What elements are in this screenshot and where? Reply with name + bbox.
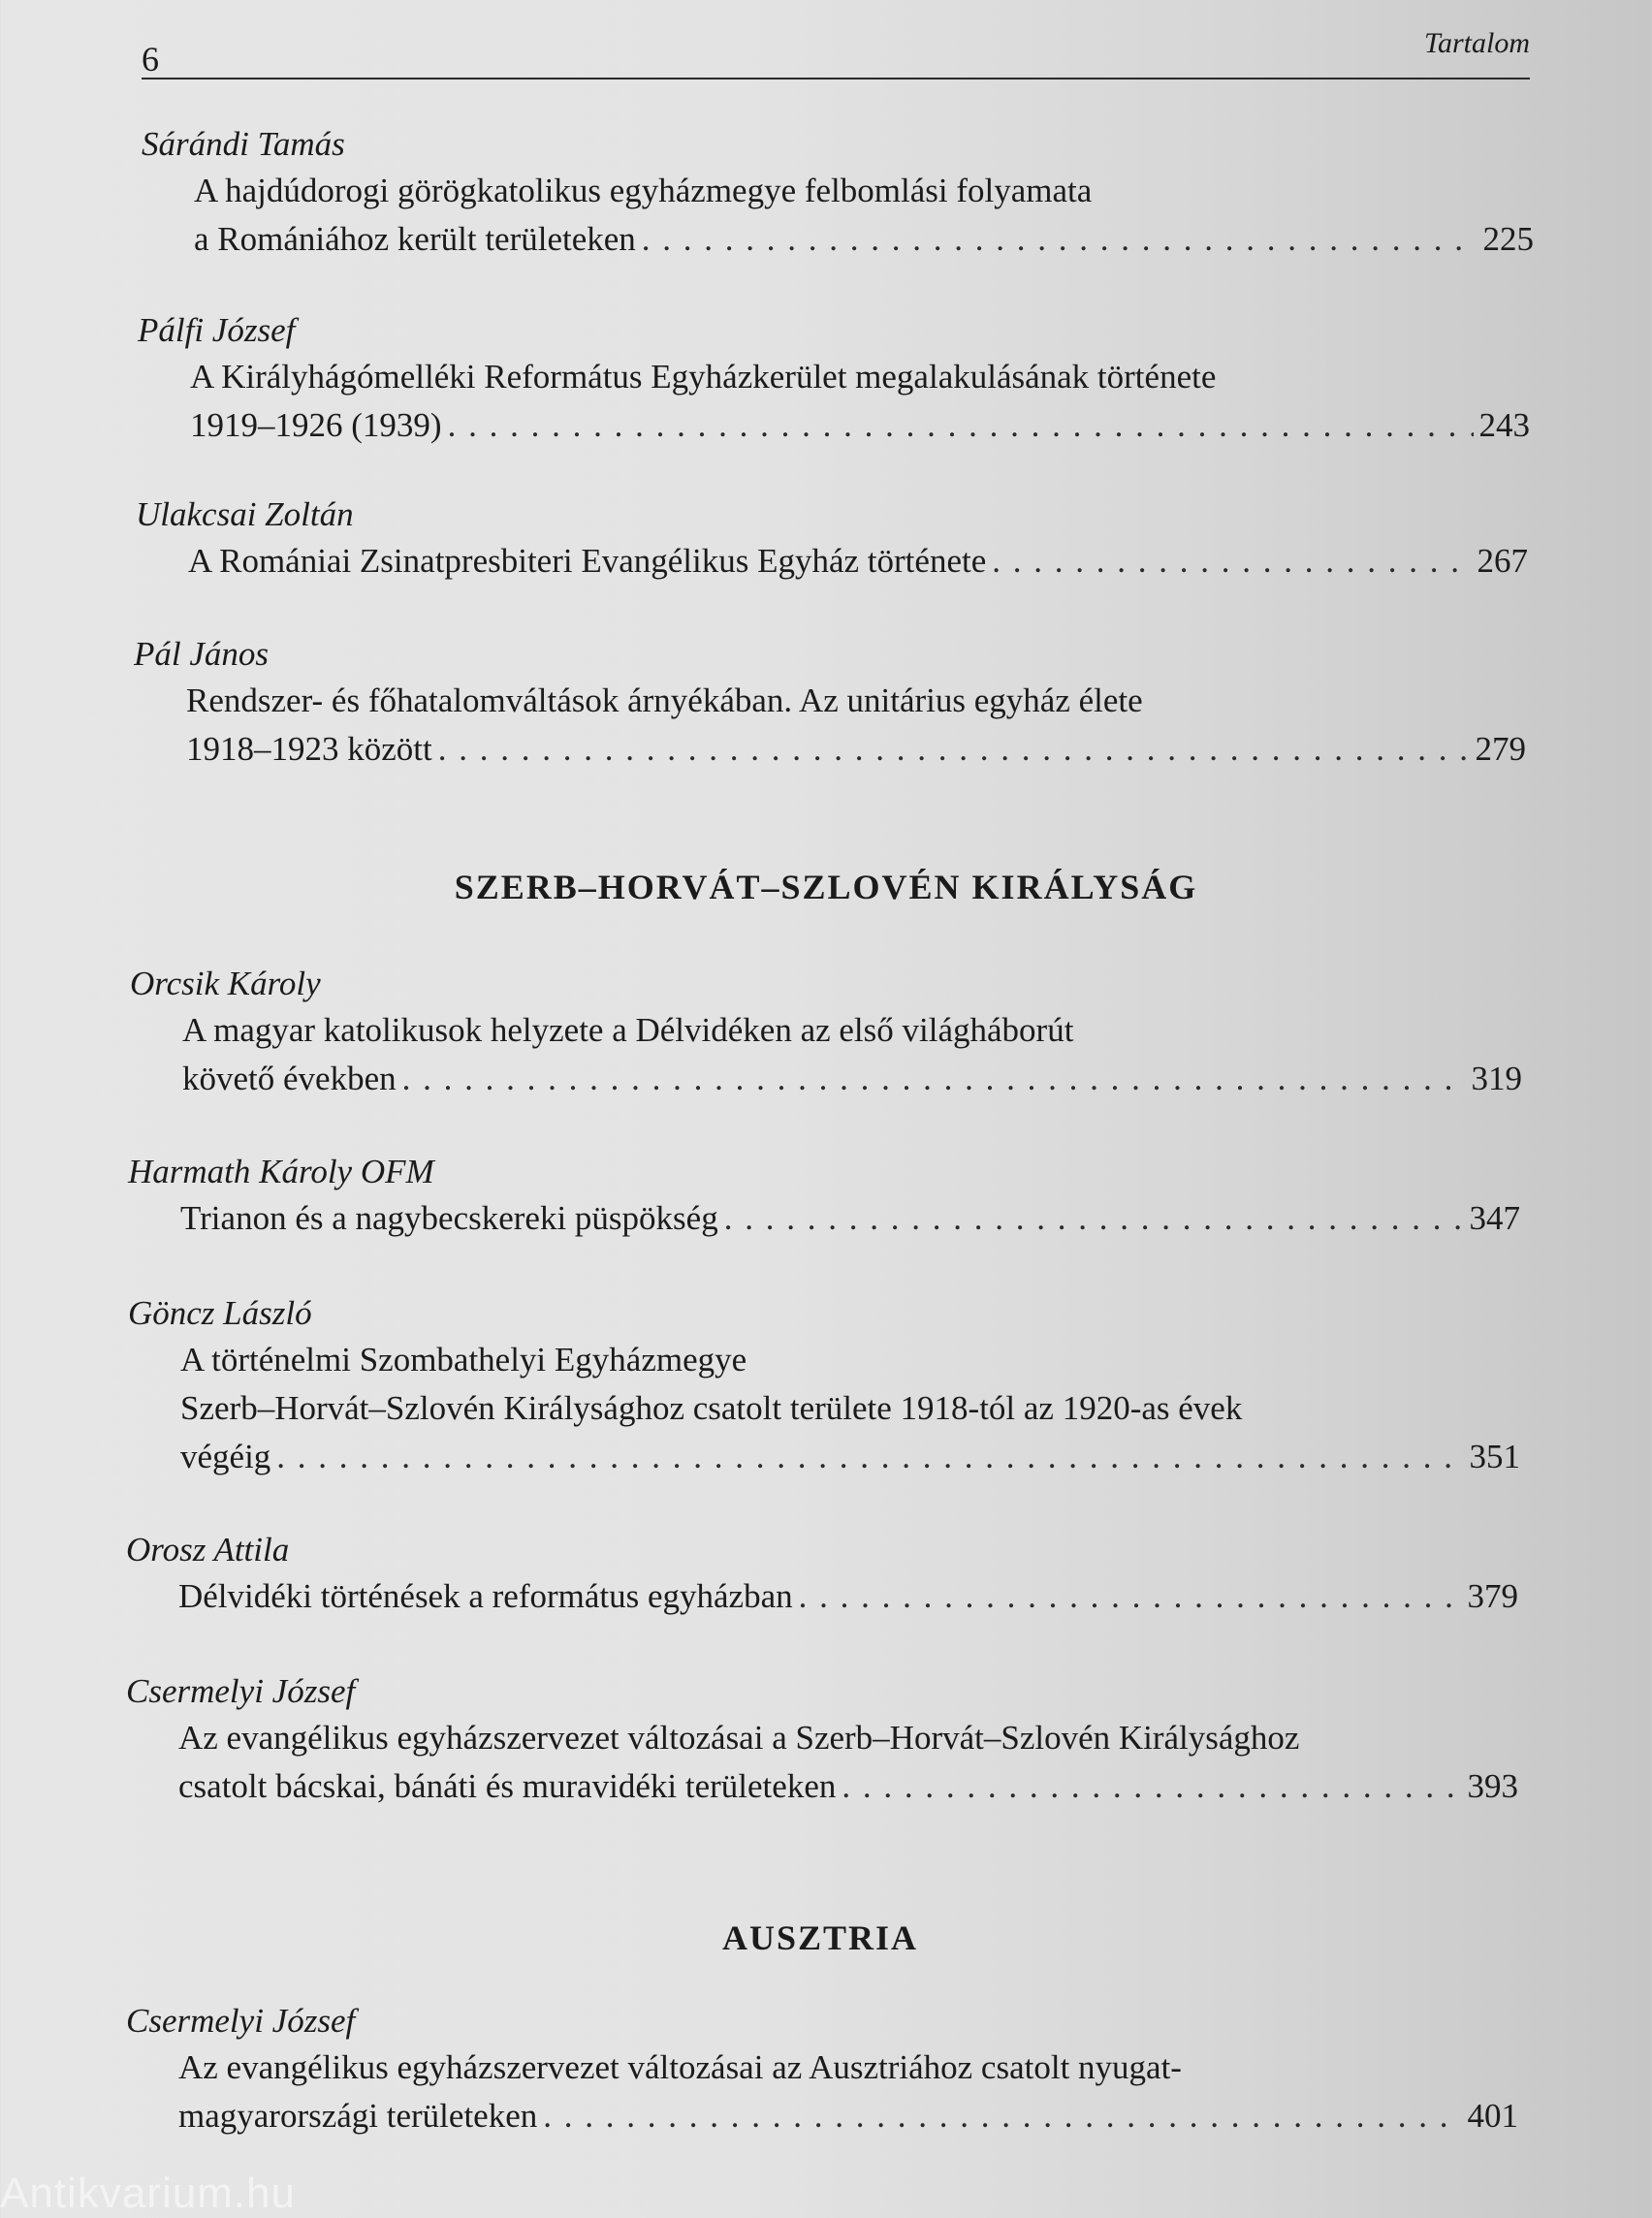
- entry-title-last-line: [134, 725, 1530, 774]
- entry-author: Pálfi József: [138, 311, 296, 349]
- entry-page-number: 279: [1475, 730, 1526, 768]
- dot-leader: [724, 1194, 1464, 1243]
- toc-entry: [142, 122, 1538, 264]
- dot-leader: [992, 537, 1471, 586]
- entry-title-text: csatolt bácskai, bánáti és muravidéki területeken: [178, 1767, 837, 1805]
- toc-entry: [128, 1150, 1524, 1243]
- dot-leader: [799, 1572, 1462, 1621]
- entry-title-text: Délvidéki történések a református egyházban: [178, 1577, 793, 1615]
- entry-author: Csermelyi József: [126, 1672, 356, 1710]
- toc-entry: [138, 308, 1534, 450]
- entry-title-line: Az evangélikus egyházszervezet változásai a Szerb–Horvát–Szlovén Királysághoz: [178, 1719, 1300, 1757]
- entry-page-number: 401: [1467, 2097, 1518, 2135]
- dot-leader: [842, 1762, 1461, 1811]
- toc-entry: [126, 1669, 1522, 1811]
- entry-page-number: 319: [1471, 1060, 1522, 1097]
- entry-title-text: 1918–1923 között: [186, 730, 432, 768]
- entry-title-line: Rendszer- és főhatalomváltások árnyékában. Az unitárius egyház élete: [186, 681, 1143, 719]
- entry-title-last-line: [142, 215, 1538, 264]
- entry-title-last-line: [128, 1194, 1524, 1243]
- entry-author: Harmath Károly OFM: [128, 1153, 434, 1190]
- entry-title-text: követő években: [182, 1060, 397, 1097]
- entry-title-last-line: [138, 401, 1534, 450]
- toc-entry: [128, 1291, 1524, 1481]
- entry-page-number: 379: [1467, 1577, 1518, 1615]
- entry-title-last-line: [126, 2092, 1522, 2140]
- entry-author: Ulakcsai Zoltán: [136, 495, 354, 533]
- toc-entry: [126, 1528, 1522, 1621]
- entry-author: Orcsik Károly: [130, 965, 321, 1002]
- section-heading: SZERB–HORVÁT–SZLOVÉN KIRÁLYSÁG: [454, 868, 1198, 906]
- entry-page-number: 267: [1477, 542, 1528, 580]
- section-heading: AUSZTRIA: [721, 1918, 919, 1957]
- entry-author: Pál János: [134, 635, 270, 673]
- entry-title-text: a Romániához került területeken: [194, 220, 636, 258]
- entry-title-last-line: [136, 537, 1532, 586]
- dot-leader: [448, 401, 1474, 450]
- entry-page-number: 243: [1478, 406, 1530, 444]
- entry-author: Sárándi Tamás: [142, 125, 345, 163]
- header-rule: [142, 78, 1530, 79]
- entry-title-line: Szerb–Horvát–Szlovén Királysághoz csatolt területe 1918-tól az 1920-as évek: [180, 1389, 1243, 1427]
- entry-title-text: 1919–1926 (1939): [190, 406, 442, 444]
- entry-title-line: Az evangélikus egyházszervezet változásai az Ausztriához csatolt nyugat-: [178, 2048, 1182, 2086]
- entry-title-last-line: [126, 1572, 1522, 1621]
- entry-title-text: A Romániai Zsinatpresbiteri Evangélikus Egyház története: [188, 542, 987, 580]
- entry-page-number: 225: [1482, 220, 1534, 258]
- entry-title-text: Trianon és a nagybecskereki püspökség: [180, 1199, 718, 1237]
- dot-leader: [438, 725, 1470, 774]
- entry-title-line: A történelmi Szombathelyi Egyházmegye: [180, 1341, 747, 1378]
- entry-title-last-line: [130, 1055, 1526, 1103]
- entry-title-line: A Királyhágómelléki Református Egyházkerület megalakulásának története: [190, 358, 1217, 396]
- entry-title-text: végéig: [180, 1438, 271, 1475]
- page-header: [142, 27, 1530, 79]
- running-title: Tartalom: [1424, 27, 1530, 59]
- watermark: Antikvarium.hu: [0, 2170, 297, 2217]
- dot-leader: [543, 2092, 1461, 2140]
- dot-leader: [276, 1433, 1463, 1481]
- entry-title-line: A magyar katolikusok helyzete a Délvidéken az első világháborút: [182, 1011, 1074, 1049]
- entry-title-line: A hajdúdorogi görögkatolikus egyházmegye felbomlási folyamata: [194, 172, 1093, 209]
- toc-entry: [126, 1999, 1522, 2140]
- entry-title-text: magyarországi területeken: [178, 2097, 538, 2135]
- toc-entry: [136, 492, 1532, 586]
- entry-author: Orosz Attila: [126, 1531, 290, 1568]
- page-number: 6: [142, 40, 159, 79]
- entry-title-last-line: [128, 1433, 1524, 1481]
- dot-leader: [642, 215, 1477, 264]
- toc-entry: [130, 962, 1526, 1103]
- entry-page-number: 393: [1467, 1767, 1518, 1805]
- entry-author: Csermelyi József: [126, 2002, 356, 2040]
- entry-page-number: 351: [1469, 1438, 1520, 1475]
- entry-author: Göncz László: [128, 1294, 312, 1332]
- entry-title-last-line: [126, 1762, 1522, 1811]
- toc-entry: [134, 632, 1530, 774]
- entry-page-number: 347: [1469, 1199, 1520, 1237]
- dot-leader: [402, 1055, 1466, 1103]
